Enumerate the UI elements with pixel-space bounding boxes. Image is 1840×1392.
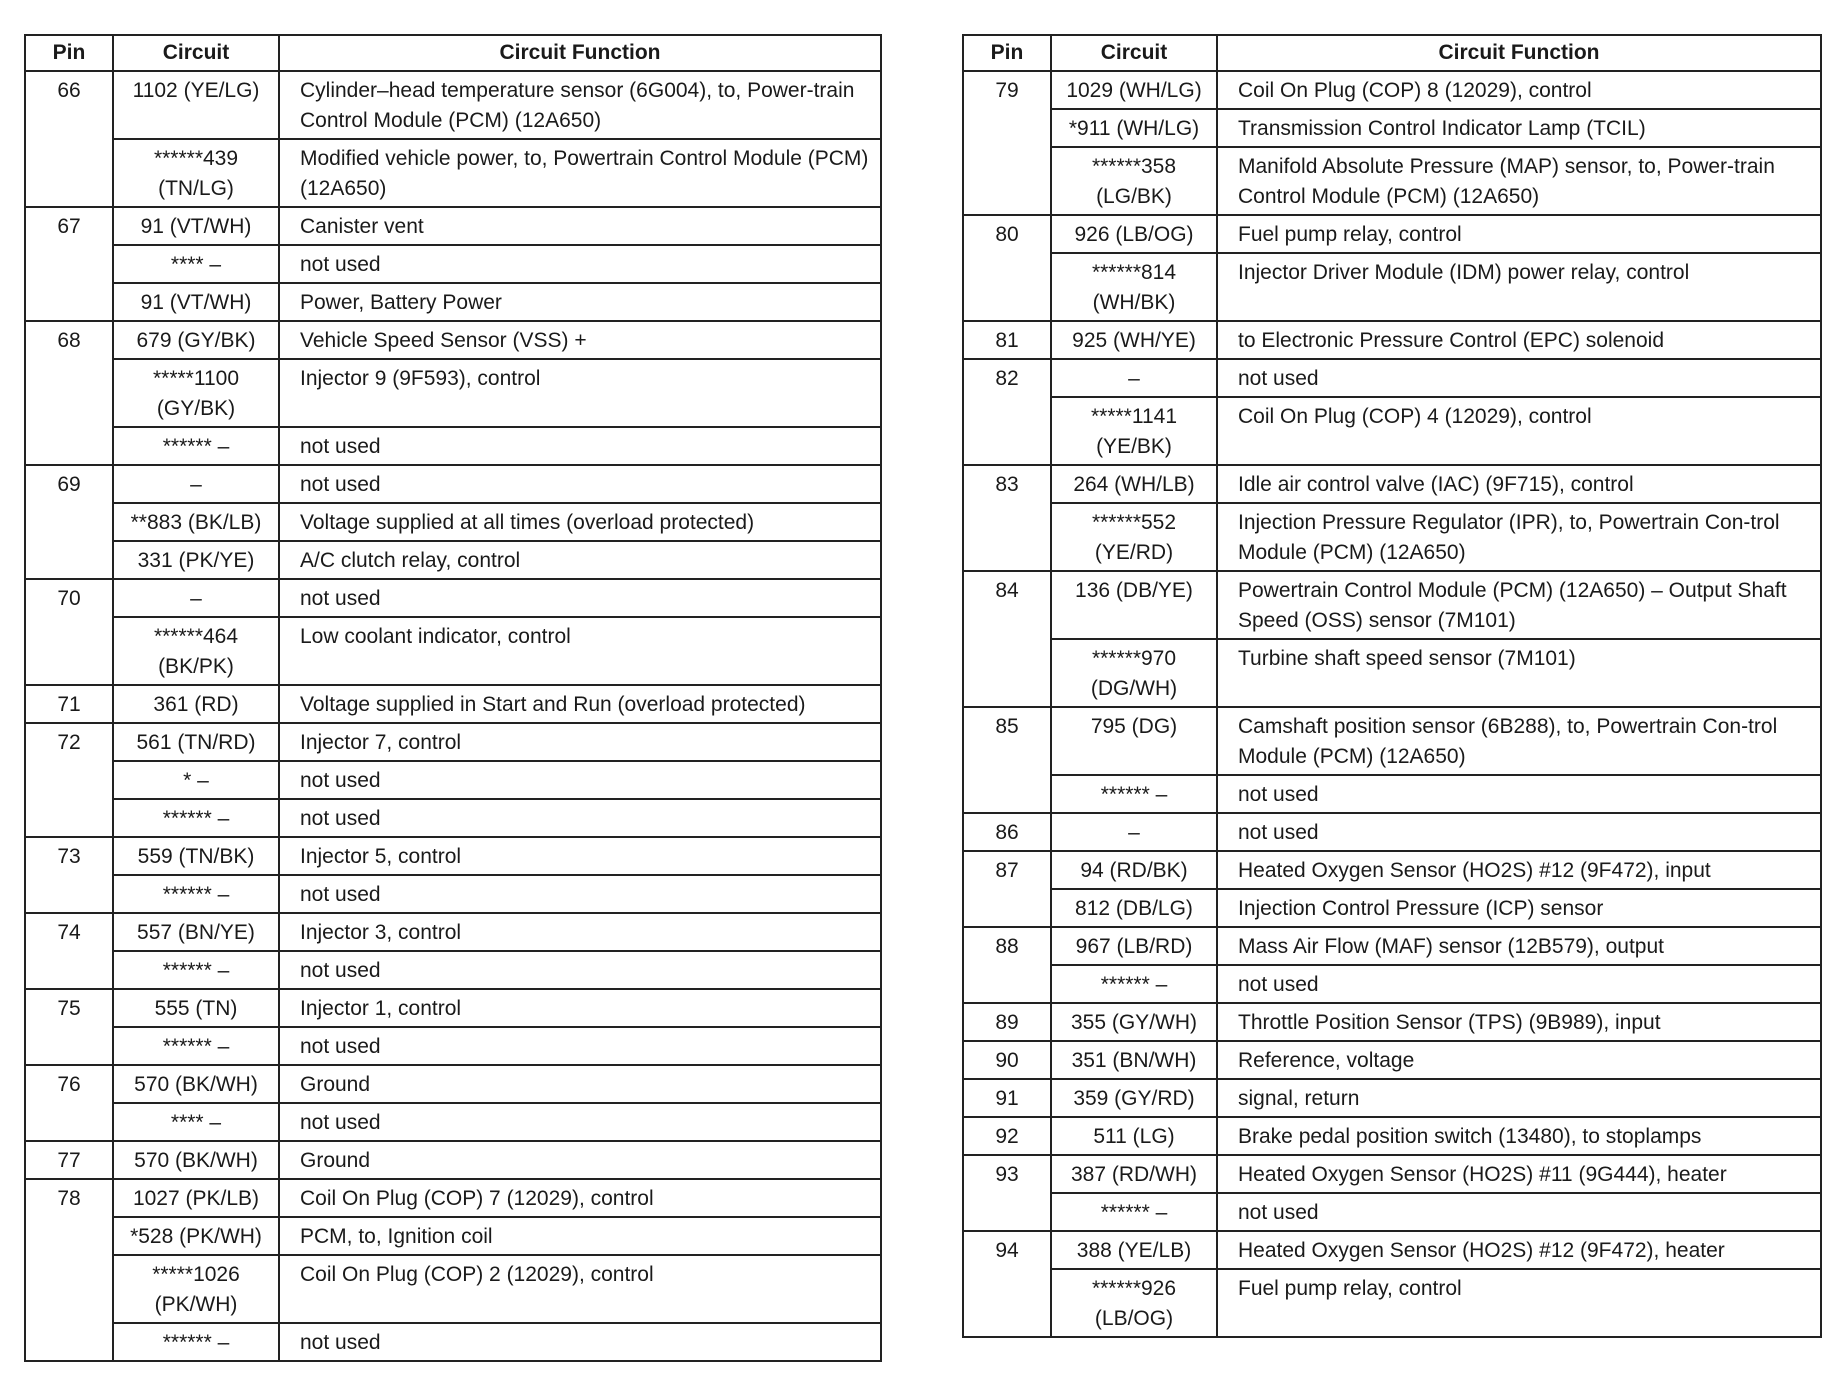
- table-row: [25, 579, 881, 617]
- function-cell: not used: [1217, 1193, 1821, 1231]
- pin-cell: 75: [25, 989, 113, 1027]
- pin-cell: [25, 875, 113, 913]
- function-cell: not used: [279, 245, 881, 283]
- function-cell: Turbine shaft speed sensor (7M101): [1217, 639, 1821, 707]
- function-cell: Manifold Absolute Pressure (MAP) sensor, to, Power-train Control Module (PCM) (12A650): [1217, 147, 1821, 215]
- circuit-cell: 511 (LG): [1051, 1117, 1217, 1155]
- circuit-cell: 388 (YE/LB): [1051, 1231, 1217, 1269]
- pin-cell: 87: [963, 851, 1051, 889]
- pin-cell: 84: [963, 571, 1051, 639]
- circuit-cell: –: [113, 465, 279, 503]
- pin-cell: [25, 427, 113, 465]
- table-row: [963, 965, 1821, 1003]
- circuit-cell: * –: [113, 761, 279, 799]
- circuit-cell: *****1141 (YE/BK): [1051, 397, 1217, 465]
- function-cell: not used: [279, 761, 881, 799]
- table-row: [963, 253, 1821, 321]
- table-row: [963, 1269, 1821, 1337]
- circuit-cell: 264 (WH/LB): [1051, 465, 1217, 503]
- function-cell: Cylinder–head temperature sensor (6G004), to, Power-train Control Module (PCM) (12A650): [279, 71, 881, 139]
- circuit-cell: 925 (WH/YE): [1051, 321, 1217, 359]
- function-cell: Voltage supplied in Start and Run (overload protected): [279, 685, 881, 723]
- function-cell: not used: [1217, 813, 1821, 851]
- pin-cell: 94: [963, 1231, 1051, 1269]
- pin-cell: 78: [25, 1179, 113, 1217]
- function-cell: not used: [279, 465, 881, 503]
- table-row: [963, 71, 1821, 109]
- circuit-cell: 91 (VT/WH): [113, 283, 279, 321]
- function-cell: Ground: [279, 1141, 881, 1179]
- function-cell: Injector 7, control: [279, 723, 881, 761]
- table-row: [963, 927, 1821, 965]
- pin-cell: [25, 541, 113, 579]
- circuit-cell: 94 (RD/BK): [1051, 851, 1217, 889]
- function-cell: PCM, to, Ignition coil: [279, 1217, 881, 1255]
- function-cell: Injector 3, control: [279, 913, 881, 951]
- table-row: [963, 775, 1821, 813]
- function-cell: not used: [279, 427, 881, 465]
- pin-cell: 93: [963, 1155, 1051, 1193]
- circuit-cell: *****1026 (PK/WH): [113, 1255, 279, 1323]
- circuit-cell: **** –: [113, 245, 279, 283]
- pin-cell: 71: [25, 685, 113, 723]
- pin-cell: 77: [25, 1141, 113, 1179]
- circuit-cell: 570 (BK/WH): [113, 1141, 279, 1179]
- pin-cell: 67: [25, 207, 113, 245]
- pin-cell: [963, 503, 1051, 571]
- pin-cell: 86: [963, 813, 1051, 851]
- table-row: [25, 1323, 881, 1361]
- table-row: [25, 761, 881, 799]
- circuit-cell: ****** –: [1051, 1193, 1217, 1231]
- pin-cell: [963, 147, 1051, 215]
- table-row: [963, 109, 1821, 147]
- table-row: [25, 1179, 881, 1217]
- function-cell: Injector 9 (9F593), control: [279, 359, 881, 427]
- function-cell: Injector 1, control: [279, 989, 881, 1027]
- table-row: [25, 1065, 881, 1103]
- pin-cell: [25, 1255, 113, 1323]
- function-cell: not used: [279, 875, 881, 913]
- table-row: [963, 215, 1821, 253]
- table-row: [963, 465, 1821, 503]
- circuit-cell: 795 (DG): [1051, 707, 1217, 775]
- function-cell: not used: [279, 1323, 881, 1361]
- table-row: [25, 1255, 881, 1323]
- function-cell: not used: [1217, 965, 1821, 1003]
- pin-cell: 88: [963, 927, 1051, 965]
- function-cell: Injection Pressure Regulator (IPR), to, Powertrain Con-trol Module (PCM) (12A650): [1217, 503, 1821, 571]
- function-cell: not used: [1217, 359, 1821, 397]
- table-row: [25, 465, 881, 503]
- function-cell: Transmission Control Indicator Lamp (TCIL): [1217, 109, 1821, 147]
- circuit-cell: ******358 (LG/BK): [1051, 147, 1217, 215]
- circuit-cell: 359 (GY/RD): [1051, 1079, 1217, 1117]
- pin-cell: 85: [963, 707, 1051, 775]
- pin-cell: 73: [25, 837, 113, 875]
- pin-cell: [963, 1193, 1051, 1231]
- function-cell: signal, return: [1217, 1079, 1821, 1117]
- table-row: [963, 1155, 1821, 1193]
- pin-cell: 81: [963, 321, 1051, 359]
- circuit-cell: ****** –: [113, 427, 279, 465]
- circuit-cell: –: [1051, 813, 1217, 851]
- function-cell: Camshaft position sensor (6B288), to, Powertrain Con-trol Module (PCM) (12A650): [1217, 707, 1821, 775]
- table-row: [963, 1041, 1821, 1079]
- header-row: [25, 35, 881, 71]
- function-cell: not used: [1217, 775, 1821, 813]
- pin-cell: 74: [25, 913, 113, 951]
- circuit-cell: ******926 (LB/OG): [1051, 1269, 1217, 1337]
- pin-cell: [25, 1217, 113, 1255]
- pin-cell: [25, 1103, 113, 1141]
- table-row: [963, 1231, 1821, 1269]
- function-cell: Vehicle Speed Sensor (VSS) +: [279, 321, 881, 359]
- function-cell: Modified vehicle power, to, Powertrain Control Module (PCM) (12A650): [279, 139, 881, 207]
- table-row: [25, 1027, 881, 1065]
- circuit-cell: *528 (PK/WH): [113, 1217, 279, 1255]
- circuit-header: Circuit: [113, 35, 279, 71]
- function-header: Circuit Function: [1217, 35, 1821, 71]
- pin-cell: [25, 359, 113, 427]
- pin-cell: 83: [963, 465, 1051, 503]
- table-row: [25, 1141, 881, 1179]
- pin-cell: [963, 397, 1051, 465]
- circuit-cell: 967 (LB/RD): [1051, 927, 1217, 965]
- table-row: [963, 851, 1821, 889]
- table-row: [963, 359, 1821, 397]
- pin-cell: 80: [963, 215, 1051, 253]
- circuit-cell: ******464 (BK/PK): [113, 617, 279, 685]
- circuit-cell: ****** –: [113, 1323, 279, 1361]
- function-cell: Coil On Plug (COP) 7 (12029), control: [279, 1179, 881, 1217]
- pin-cell: 82: [963, 359, 1051, 397]
- function-cell: Coil On Plug (COP) 2 (12029), control: [279, 1255, 881, 1323]
- function-cell: Power, Battery Power: [279, 283, 881, 321]
- function-cell: Coil On Plug (COP) 4 (12029), control: [1217, 397, 1821, 465]
- pin-cell: 92: [963, 1117, 1051, 1155]
- table-row: [25, 283, 881, 321]
- function-header: Circuit Function: [279, 35, 881, 71]
- table-row: [963, 397, 1821, 465]
- pin-cell: [25, 761, 113, 799]
- circuit-cell: 812 (DB/LG): [1051, 889, 1217, 927]
- table-row: [963, 147, 1821, 215]
- table-row: [25, 1217, 881, 1255]
- circuit-cell: –: [1051, 359, 1217, 397]
- table-row: [25, 875, 881, 913]
- function-cell: not used: [279, 579, 881, 617]
- pin-cell: 79: [963, 71, 1051, 109]
- pin-cell: [963, 639, 1051, 707]
- function-cell: Canister vent: [279, 207, 881, 245]
- function-cell: Coil On Plug (COP) 8 (12029), control: [1217, 71, 1821, 109]
- circuit-cell: 331 (PK/YE): [113, 541, 279, 579]
- circuit-cell: ****** –: [113, 1027, 279, 1065]
- function-cell: Heated Oxygen Sensor (HO2S) #12 (9F472), input: [1217, 851, 1821, 889]
- table-row: [963, 889, 1821, 927]
- table-row: [963, 1003, 1821, 1041]
- circuit-cell: 1102 (YE/LG): [113, 71, 279, 139]
- table-row: [25, 951, 881, 989]
- pin-cell: 69: [25, 465, 113, 503]
- table-row: [25, 71, 881, 139]
- table-row: [963, 1079, 1821, 1117]
- table-row: [25, 503, 881, 541]
- circuit-cell: 1027 (PK/LB): [113, 1179, 279, 1217]
- function-cell: Brake pedal position switch (13480), to stoplamps: [1217, 1117, 1821, 1155]
- circuit-cell: 361 (RD): [113, 685, 279, 723]
- header-row: [963, 35, 1821, 71]
- table-row: [25, 913, 881, 951]
- circuit-cell: 351 (BN/WH): [1051, 1041, 1217, 1079]
- function-cell: Voltage supplied at all times (overload protected): [279, 503, 881, 541]
- pin-cell: 90: [963, 1041, 1051, 1079]
- circuit-header: Circuit: [1051, 35, 1217, 71]
- pin-cell: [963, 965, 1051, 1003]
- pin-cell: [25, 1027, 113, 1065]
- circuit-cell: 570 (BK/WH): [113, 1065, 279, 1103]
- function-cell: Powertrain Control Module (PCM) (12A650) – Output Shaft Speed (OSS) sensor (7M101): [1217, 571, 1821, 639]
- pin-cell: [963, 109, 1051, 147]
- function-cell: Mass Air Flow (MAF) sensor (12B579), output: [1217, 927, 1821, 965]
- function-cell: Idle air control valve (IAC) (9F715), control: [1217, 465, 1821, 503]
- pin-header: Pin: [963, 35, 1051, 71]
- pin-cell: [963, 775, 1051, 813]
- function-cell: not used: [279, 1103, 881, 1141]
- table-row: [25, 1103, 881, 1141]
- table-row: [963, 1117, 1821, 1155]
- table-row: [25, 989, 881, 1027]
- function-cell: Throttle Position Sensor (TPS) (9B989), input: [1217, 1003, 1821, 1041]
- function-cell: Injector 5, control: [279, 837, 881, 875]
- circuit-cell: 387 (RD/WH): [1051, 1155, 1217, 1193]
- table-row: [25, 321, 881, 359]
- pin-cell: [963, 253, 1051, 321]
- table-row: [25, 723, 881, 761]
- table-row: [25, 617, 881, 685]
- table-row: [25, 427, 881, 465]
- table-row: [963, 321, 1821, 359]
- circuit-cell: 679 (GY/BK): [113, 321, 279, 359]
- pin-cell: [25, 245, 113, 283]
- pin-cell: [25, 1323, 113, 1361]
- circuit-cell: ****** –: [1051, 965, 1217, 1003]
- function-cell: Fuel pump relay, control: [1217, 215, 1821, 253]
- pin-table-right: [962, 34, 1822, 1338]
- circuit-cell: ****** –: [1051, 775, 1217, 813]
- circuit-cell: *911 (WH/LG): [1051, 109, 1217, 147]
- function-cell: Injector Driver Module (IDM) power relay, control: [1217, 253, 1821, 321]
- pin-cell: 72: [25, 723, 113, 761]
- table-row: [25, 837, 881, 875]
- pin-cell: 68: [25, 321, 113, 359]
- pin-cell: [25, 503, 113, 541]
- pin-cell: 76: [25, 1065, 113, 1103]
- table-row: [25, 139, 881, 207]
- function-cell: not used: [279, 1027, 881, 1065]
- table-row: [25, 207, 881, 245]
- pin-cell: [25, 951, 113, 989]
- pin-header: Pin: [25, 35, 113, 71]
- table-row: [25, 541, 881, 579]
- function-cell: Heated Oxygen Sensor (HO2S) #11 (9G444), heater: [1217, 1155, 1821, 1193]
- circuit-cell: 136 (DB/YE): [1051, 571, 1217, 639]
- circuit-cell: 91 (VT/WH): [113, 207, 279, 245]
- function-cell: Fuel pump relay, control: [1217, 1269, 1821, 1337]
- table-row: [963, 503, 1821, 571]
- circuit-cell: **883 (BK/LB): [113, 503, 279, 541]
- function-cell: Heated Oxygen Sensor (HO2S) #12 (9F472), heater: [1217, 1231, 1821, 1269]
- circuit-cell: ******552 (YE/RD): [1051, 503, 1217, 571]
- table-row: [963, 639, 1821, 707]
- circuit-cell: ******439 (TN/LG): [113, 139, 279, 207]
- table-row: [963, 813, 1821, 851]
- pin-cell: 70: [25, 579, 113, 617]
- pin-cell: [963, 1269, 1051, 1337]
- circuit-cell: ******814 (WH/BK): [1051, 253, 1217, 321]
- circuit-cell: 355 (GY/WH): [1051, 1003, 1217, 1041]
- pin-cell: [25, 139, 113, 207]
- table-row: [963, 1193, 1821, 1231]
- circuit-cell: **** –: [113, 1103, 279, 1141]
- table-row: [25, 685, 881, 723]
- function-cell: not used: [279, 799, 881, 837]
- circuit-cell: ****** –: [113, 875, 279, 913]
- pin-cell: 89: [963, 1003, 1051, 1041]
- pin-cell: 66: [25, 71, 113, 139]
- function-cell: Reference, voltage: [1217, 1041, 1821, 1079]
- function-cell: to Electronic Pressure Control (EPC) solenoid: [1217, 321, 1821, 359]
- circuit-cell: 555 (TN): [113, 989, 279, 1027]
- pin-table-left: [24, 34, 882, 1362]
- function-cell: Ground: [279, 1065, 881, 1103]
- circuit-cell: 1029 (WH/LG): [1051, 71, 1217, 109]
- table-row: [963, 571, 1821, 639]
- table-row: [963, 707, 1821, 775]
- circuit-cell: *****1100 (GY/BK): [113, 359, 279, 427]
- function-cell: A/C clutch relay, control: [279, 541, 881, 579]
- circuit-cell: 559 (TN/BK): [113, 837, 279, 875]
- circuit-cell: 557 (BN/YE): [113, 913, 279, 951]
- table-row: [25, 799, 881, 837]
- function-cell: not used: [279, 951, 881, 989]
- circuit-cell: 561 (TN/RD): [113, 723, 279, 761]
- circuit-cell: ******970 (DG/WH): [1051, 639, 1217, 707]
- function-cell: Low coolant indicator, control: [279, 617, 881, 685]
- circuit-cell: 926 (LB/OG): [1051, 215, 1217, 253]
- pin-cell: [25, 799, 113, 837]
- table-row: [25, 245, 881, 283]
- pin-cell: [963, 889, 1051, 927]
- table-row: [25, 359, 881, 427]
- function-cell: Injection Control Pressure (ICP) sensor: [1217, 889, 1821, 927]
- pin-cell: [25, 617, 113, 685]
- circuit-cell: ****** –: [113, 951, 279, 989]
- circuit-cell: ****** –: [113, 799, 279, 837]
- circuit-cell: –: [113, 579, 279, 617]
- pin-cell: 91: [963, 1079, 1051, 1117]
- pin-cell: [25, 283, 113, 321]
